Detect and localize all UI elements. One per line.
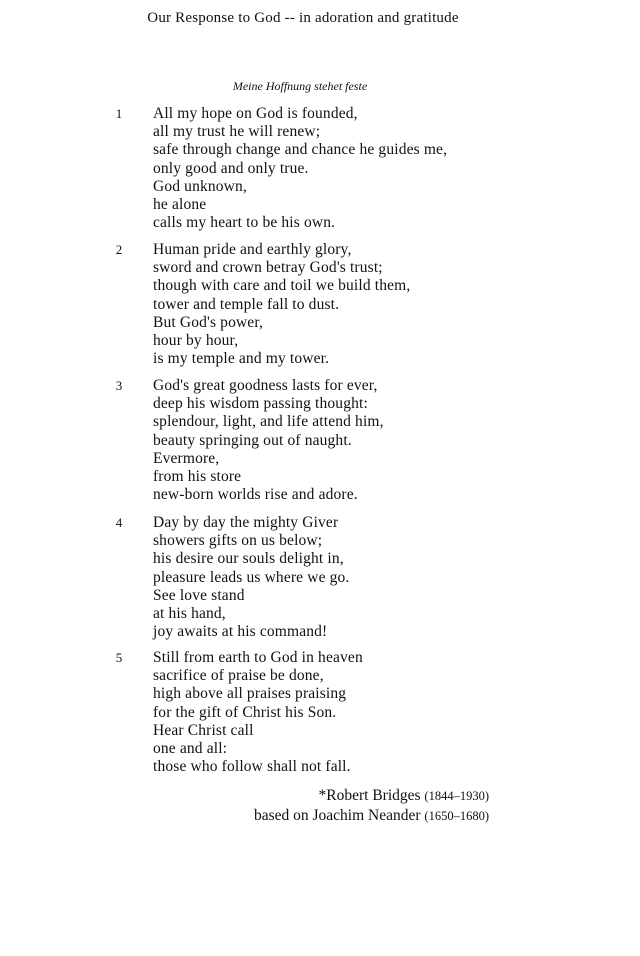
author-dates: (1844–1930) — [424, 789, 489, 803]
author-credit — [254, 786, 489, 806]
verse-line: deep his wisdom passing thought: — [153, 395, 368, 413]
verse-line: pleasure leads us where we go. — [153, 568, 350, 586]
verse-line: for the gift of Christ his Son. — [153, 703, 337, 721]
verse-number: 5 — [115, 650, 123, 665]
verse-lines — [153, 514, 349, 641]
verse-line: his desire our souls delight in, — [153, 550, 344, 568]
verse-line: at his hand, — [153, 605, 226, 623]
verse-line: Human pride and earthly glory, — [153, 241, 352, 258]
verse-line: sacrifice of praise be done, — [153, 667, 324, 685]
verse-lines — [153, 241, 410, 368]
verse-line: showers gifts on us below; — [153, 532, 323, 550]
section-heading: Our Response to God -- in adoration and gratitude — [147, 10, 459, 26]
credits — [254, 786, 489, 826]
verse-line: hour by hour, — [153, 332, 239, 350]
verse-line: from his store — [153, 468, 242, 486]
verse-line: beauty springing out of naught. — [153, 431, 352, 449]
verse-line: See love stand — [153, 586, 245, 604]
verse-line: All my hope on God is founded, — [153, 105, 358, 122]
verse-line: Hear Christ call — [153, 721, 254, 739]
verse-number: 1 — [115, 106, 123, 121]
verse-line: one and all: — [153, 740, 228, 758]
verse-number: 4 — [115, 515, 123, 530]
verse-line: those who follow shall not fall. — [153, 758, 351, 776]
verse-line: high above all praises praising — [153, 685, 347, 703]
verse-number: 3 — [115, 378, 123, 393]
verse-line: new-born worlds rise and adore. — [153, 486, 358, 504]
verse-line: splendour, light, and life attend him, — [153, 413, 384, 431]
verse-line: God's great goodness lasts for ever, — [153, 377, 378, 394]
verse-line: But God's power, — [153, 313, 264, 331]
verse-line: only good and only true. — [153, 159, 309, 177]
verse-line: sword and crown betray God's trust; — [153, 259, 383, 277]
verse-line: tower and temple fall to dust. — [153, 295, 340, 313]
source-name: based on Joachim Neander — [253, 807, 421, 824]
verse-lines — [153, 649, 363, 776]
verse-line: all my trust he will renew; — [153, 123, 321, 141]
verse-line: Evermore, — [153, 449, 220, 467]
tune-name: Meine Hoffnung stehet feste — [232, 79, 368, 93]
verse-line: he alone — [153, 196, 207, 214]
source-credit — [254, 806, 489, 826]
verse-line: safe through change and chance he guides me, — [153, 141, 448, 159]
verse-line: joy awaits at his command! — [153, 623, 328, 641]
source-dates: (1650–1680) — [424, 809, 489, 823]
verse-lines — [153, 377, 384, 504]
verse-line: Day by day the mighty Giver — [153, 514, 339, 531]
verse-line: is my temple and my tower. — [153, 350, 330, 368]
verse-line: God unknown, — [153, 177, 247, 195]
author-name: *Robert Bridges — [318, 787, 421, 804]
verse-line: though with care and toil we build them, — [153, 277, 411, 295]
verse-number: 2 — [115, 242, 123, 257]
verse-line: Still from earth to God in heaven — [153, 649, 363, 666]
verse-lines — [153, 105, 447, 232]
verse-line: calls my heart to be his own. — [153, 214, 336, 232]
